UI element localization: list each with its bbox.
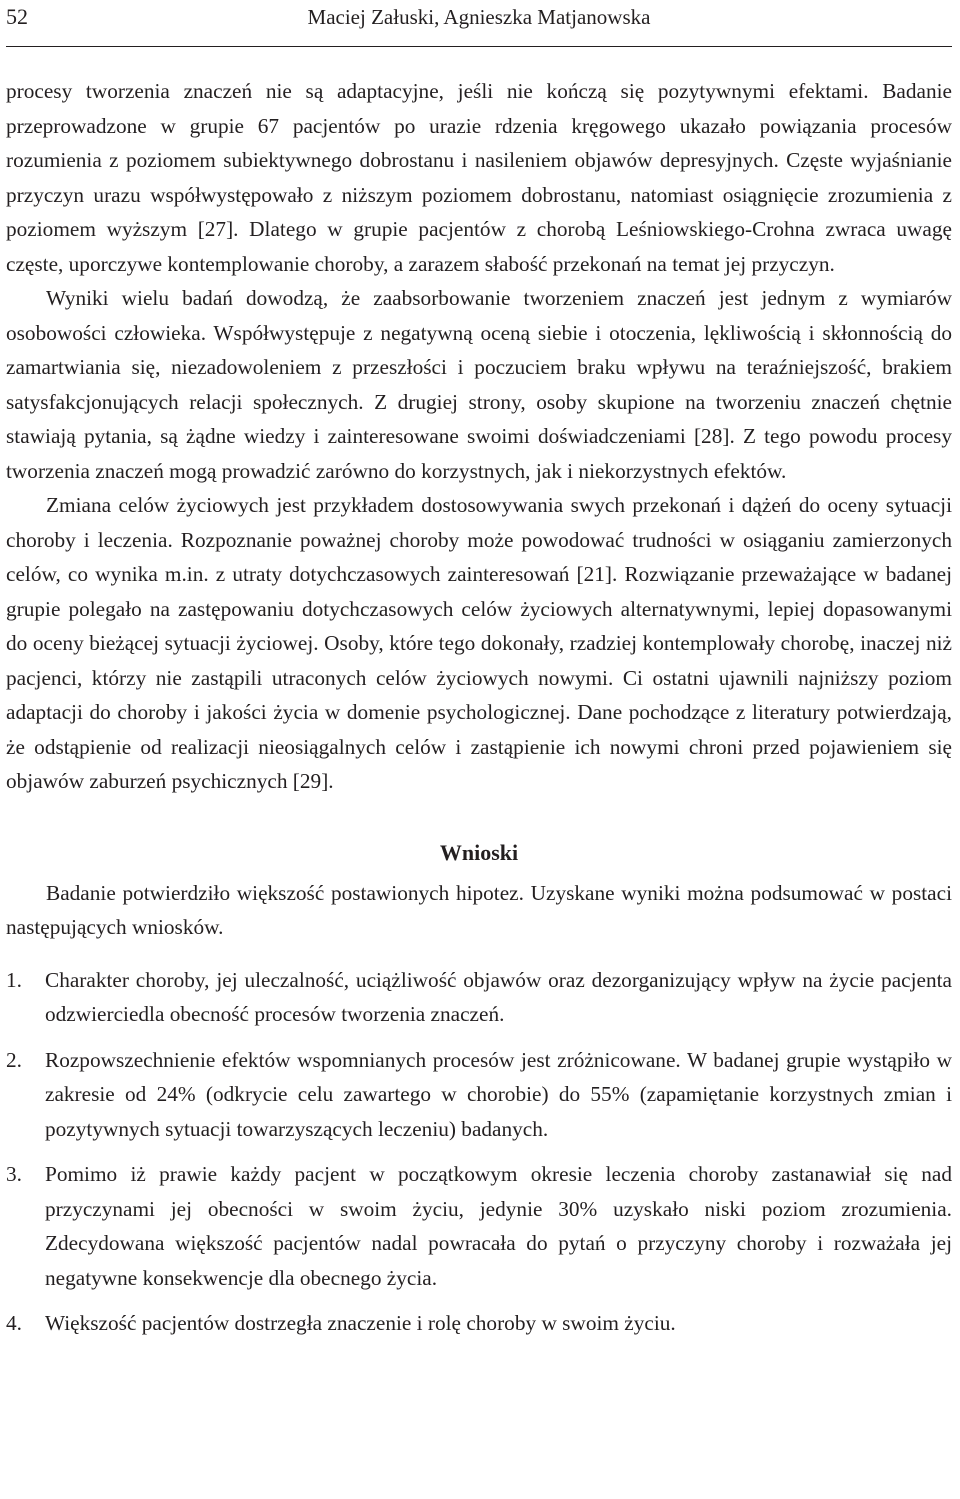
paragraph-1: procesy tworzenia znaczeń nie są adaptacyjne, jeśli nie kończą się pozytywnymi efektami. Badanie przeprowadzone w grupie 67 pacjentów po urazie rdzenia kręgowego ukazało powiązania procesów rozumienia z poziomem subiektywnego dobrostanu i nasileniem objawów depresyjnych. Częste wyjaśnianie przyczyn urazu współwystępowało z niższym poziomem dobrostanu, natomiast osiągnięcie zrozumienia z poziomem wyższym [27]. Dlatego w grupie pacjentów z chorobą Leśniowskiego-Crohna zwraca uwagę częste, uporczywe kontemplowanie choroby, a zarazem słabość przekonań na temat jej przyczyn. [6,79,952,276]
running-header [6,0,952,47]
list-number: 1. [6,967,22,992]
header-authors: Maciej Załuski, Agnieszka Matjanowska [307,5,651,29]
conclusion-item [6,963,952,1032]
page-number: 52 [6,4,28,29]
conclusion-item [6,1157,952,1295]
list-number: 3. [6,1162,22,1186]
document-page [6,0,952,1352]
conclusion-item [6,1306,952,1341]
section-heading-conclusions: Wnioski [439,839,519,865]
list-item-text: Pomimo iż prawie każdy pacjent w początkowym okresie leczenia choroby zastanawiał się nad przyczynami jej obecności w swoim życiu, jedynie 30% uzyskało niski poziom zrozumienia. Zdecydowana większość pacjentów nadal powracała do pytań o przyczyny choroby i rozważała jej negatywne konsekwencje dla obecnego życia. [45,1162,952,1290]
conclusions-intro: Badanie potwierdziło większość postawionych hipotez. Uzyskane wyniki można podsumować w postaci następujących wniosków. [6,880,952,939]
list-item-text: Charakter choroby, jej uleczalność, uciążliwość objawów oraz dezorganizujący wpływ na życie pacjenta odzwierciedla obecność procesów tworzenia znaczeń. [45,967,952,1026]
list-item-text: Większość pacjentów dostrzegła znaczenie i rolę choroby w swoim życiu. [45,1311,676,1335]
list-number: 4. [6,1311,22,1335]
conclusion-item [6,1043,952,1147]
conclusions-list [6,963,952,1341]
list-number: 2. [6,1047,22,1072]
paragraph-2: Wyniki wielu badań dowodzą, że zaabsorbowanie tworzeniem znaczeń jest jednym z wymiarów osobowości człowieka. Współwystępuje z negatywną oceną siebie i otoczenia, lękliwością i skłonnością do zamartwiania się, niezadowoleniem z przeszłości i poczuciem braku wpływu na teraźniejszość, brakiem satysfakcjonujących relacji społecznych. Z drugiej strony, osoby skupione na tworzeniu znaczeń chętnie stawiają pytania, są żądne wiedzy i zainteresowane swoimi doświadczeniami [28]. Z tego powodu procesy tworzenia znaczeń mogą prowadzić zarówno do korzystnych, jak i niekorzystnych efektów. [6,286,952,483]
body-text [6,74,952,799]
paragraph-3: Zmiana celów życiowych jest przykładem dostosowywania swych przekonań i dążeń do oceny sytuacji choroby i leczenia. Rozpoznanie poważnej choroby może powodować trudności w osiąganiu zamierzonych celów, co wynika m.in. z utraty dotychczasowych zainteresowań [21]. Rozwiązanie przeważające w badanej grupie polegało na zastępowaniu dotychczasowych celów życiowych alternatywnymi, lepiej dopasowanymi do oceny bieżącej sytuacji życiowej. Osoby, które tego dokonały, rzadziej kontemplowały chorobę, inaczej niż pacjenci, którzy nie zastąpili utraconych celów życiowych nowymi. Ci ostatni ujawnili najniższy poziom adaptacji do choroby i jakości życia w domenie psychologicznej. Dane pochodzące z literatury potwierdzają, że odstąpienie od realizacji nieosiągalnych celów i zastąpienie ich nowymi chroni przed pojawieniem się objawów zaburzeń psychicznych [29]. [6,493,952,793]
list-item-text: Rozpowszechnienie efektów wspomnianych procesów jest zróżnicowane. W badanej grupie wystąpiło w zakresie od 24% (odkrycie celu zawartego w chorobie) do 55% (zapamiętanie korzystnych zmian i pozytywnych sytuacji towarzyszących leczeniu) badanych. [45,1047,952,1141]
